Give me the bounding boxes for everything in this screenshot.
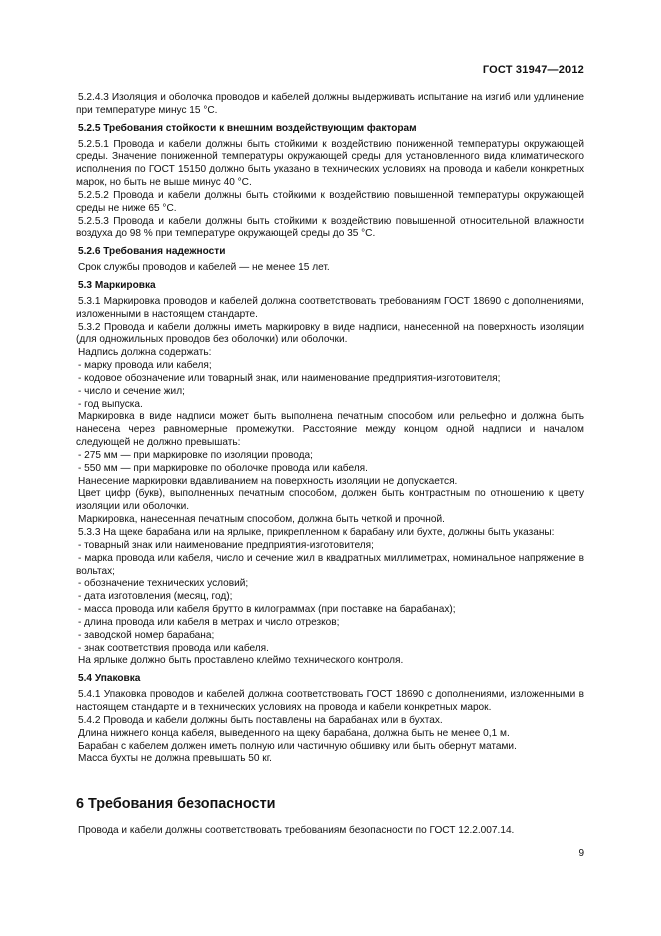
paragraph-print-method: Маркировка в виде надписи может быть выполнена печатным способом или рельефно и должна быть нанесена через равномерные промежутки. Расстояние между концом одной надписи и началом следующей не должно превышать: (76, 411, 584, 449)
paragraph-5-3-3: 5.3.3 На щеке барабана или на ярлыке, прикрепленном к барабану или бухте, должны быть указаны: (78, 527, 555, 538)
paragraph-color: Цвет цифр (букв), выполненных печатным способом, должен быть контрастным по отношению к цвету изоляции или оболочки. (76, 488, 584, 513)
heading-5-4: 5.4 Упаковка (78, 673, 141, 685)
paragraph-5-3-1: 5.3.1 Маркировка проводов и кабелей должна соответствовать требованиям ГОСТ 18690 с дополнениями, изложенными в настоящем стандарте. (76, 295, 584, 320)
list-item: - год выпуска. (78, 398, 143, 410)
list-item: - масса провода или кабеля брутто в килограммах (при поставке на барабанах); (78, 604, 456, 616)
paragraph-5-2-5-3: 5.2.5.3 Провода и кабели должны быть стойкими к воздействию повышенной относительной влажности воздуха до 98 % при температуре окружающей среды до 35 °С. (76, 215, 584, 240)
paragraph-drum: Барабан с кабелем должен иметь полную или частичную обшивку или быть обернут матами. (78, 740, 517, 752)
list-item: - марка провода или кабеля, число и сечение жил в квадратных миллиметрах, номинальное напряжение в вольтах; (76, 552, 584, 577)
paragraph-5-4-2: 5.4.2 Провода и кабели должны быть поставлены на барабанах или в бухтах. (78, 714, 443, 726)
paragraph-cable-end: Длина нижнего конца кабеля, выведенного на щеку барабана, должна быть не менее 0,1 м. (78, 727, 510, 739)
paragraph-6: Провода и кабели должны соответствовать требованиям безопасности по ГОСТ 12.2.007.14. (78, 825, 515, 837)
paragraph-5-2-5-1: 5.2.5.1 Провода и кабели должны быть стойкими к воздействию пониженной температуры окружающей среды. Значение пониженной температуры окружающей среды для установленного вида климатического исполнения по ГОСТ 15150 должно быть указано в технических условиях на провода и кабели конкретных марок, но быть не выше минус 40 °С. (76, 138, 584, 189)
paragraph-label-stamp: На ярлыке должно быть проставлено клеймо технического контроля. (78, 655, 404, 667)
heading-5-2-6: 5.2.6 Требования надежности (78, 246, 226, 258)
list-item: - товарный знак или наименование предприятия-изготовителя; (78, 539, 374, 551)
list-item: - обозначение технических условий; (78, 578, 249, 590)
list-item: - длина провода или кабеля в метрах и число отрезков; (78, 616, 340, 628)
paragraph-5-2-5-2: 5.2.5.2 Провода и кабели должны быть стойкими к воздействию повышенной температуры окружающей среды не ниже 65 °С. (76, 189, 584, 214)
list-item: - кодовое обозначение или товарный знак, или наименование предприятия-изготовителя; (78, 372, 501, 384)
list-item: - знак соответствия провода или кабеля. (78, 642, 269, 654)
list-item: - марку провода или кабеля; (78, 360, 212, 372)
list-item: - заводской номер барабана; (78, 629, 215, 641)
page-number: 9 (578, 848, 584, 859)
document-code: ГОСТ 31947—2012 (482, 64, 584, 76)
section-6-title: 6 Требования безопасности (76, 796, 276, 813)
paragraph-coil-mass: Масса бухты не должна превышать 50 кг. (78, 753, 272, 765)
heading-5-3: 5.3 Маркировка (78, 279, 156, 291)
paragraph-clear-marking: Маркировка, нанесенная печатным способом, должна быть четкой и прочной. (78, 514, 445, 526)
list-item: - 550 мм — при маркировке по оболочке провода или кабеля. (78, 462, 368, 474)
heading-5-2-5: 5.2.5 Требования стойкости к внешним воздействующим факторам (78, 122, 417, 134)
paragraph-pressing: Нанесение маркировки вдавливанием на поверхность изоляции не допускается. (78, 475, 458, 487)
paragraph-5-4-1: 5.4.1 Упаковка проводов и кабелей должна соответствовать ГОСТ 18690 с дополнениями, изложенными в настоящем стандарте и в технических условиях на провода и кабели конкретных марок. (76, 689, 584, 713)
paragraph-service-life: Срок службы проводов и кабелей — не менее 15 лет. (78, 262, 330, 274)
list-item: - дата изготовления (месяц, год); (78, 591, 233, 603)
paragraph-5-2-4-3: 5.2.4.3 Изоляция и оболочка проводов и кабелей должны выдерживать испытание на изгиб или удлинение при температуре минус 15 °С. (76, 92, 584, 116)
document-body (76, 92, 584, 838)
paragraph-5-3-2: 5.3.2 Провода и кабели должны иметь маркировку в виде надписи, нанесенной на поверхность изоляции (для одножильных проводов без оболочки) или оболочки. (76, 321, 584, 346)
paragraph-label-content: Надпись должна содержать: (78, 347, 212, 359)
list-item: - 275 мм — при маркировке по изоляции провода; (78, 449, 313, 461)
list-item: - число и сечение жил; (78, 385, 185, 397)
